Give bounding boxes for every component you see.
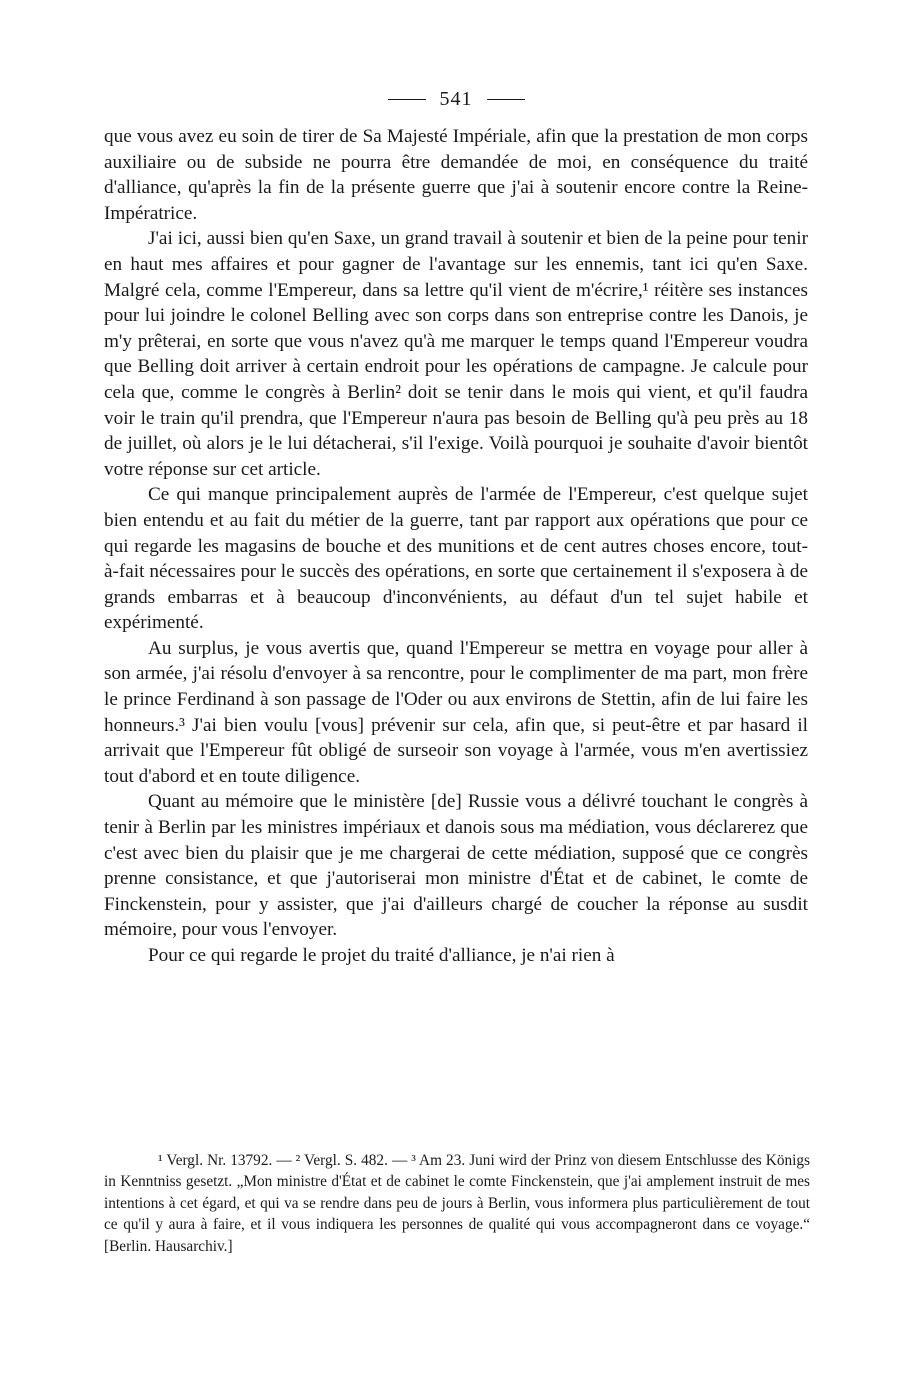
paragraph-2: J'ai ici, aussi bien qu'en Saxe, un grand travail à soutenir et bien de la peine pour tenir en haut mes affaires et pour gagner de l'avantage sur les ennemis, tant ici qu'en Saxe. Malgré cela, comme l'Empereur, dans sa lettre qu'il vient de m'écrire,¹ réitère ses instances pour lui joindre le colonel Belling avec son corps dans son entreprise contre les Danois, je m'y prêterai, en sorte que vous n'avez qu'à me marquer le temps quand l'Empereur voudra que Belling doit arriver à certain endroit pour les opérations de campagne. Je calcule pour cela que, comme le congrès à Berlin² doit se tenir dans le mois qui vient, et qu'il faudra voir le train qu'il prendra, que l'Empereur n'aura pas besoin de Belling qu'à peu près au 18 de juillet, où alors je le lui détacherai, s'il l'exige. Voilà pourquoi je souhaite d'avoir bientôt votre réponse sur cet article. <box>104 228 808 480</box>
footnotes <box>104 1150 810 1257</box>
header-rule-right <box>487 99 525 100</box>
paragraph-6: Pour ce qui regarde le projet du traité d'alliance, je n'ai rien à <box>148 945 615 966</box>
paragraph-3: Ce qui manque principalement auprès de l'armée de l'Empereur, c'est quelque sujet bien entendu et au fait du métier de la guerre, tant par rapport aux opérations que pour ce qui regarde les magasins de bouche et des munitions et de cent autres choses encore, tout-à-fait nécessaires pour le succès des opérations, en sorte que certainement il s'exposera à de grands embarras et à beaucoup d'inconvénients, au défaut d'un tel sujet habile et expérimenté. <box>104 484 808 634</box>
body-text <box>104 124 808 969</box>
paragraph-1: que vous avez eu soin de tirer de Sa Majesté Impériale, afin que la prestation de mon corps auxiliaire ou de subside ne pourra être demandée de moi, en conséquence du traité d'alliance, qu'après la fin de la présente guerre que j'ai à soutenir encore contre la Reine-Impératrice. <box>104 126 808 224</box>
header-rule-left <box>388 99 426 100</box>
paragraph-4: Au surplus, je vous avertis que, quand l'Empereur se mettra en voyage pour aller à son armée, j'ai résolu d'envoyer à sa rencontre, pour le complimenter de ma part, mon frère le prince Ferdinand à son passage de l'Oder ou aux environs de Stettin, afin de lui faire les honneurs.³ J'ai bien voulu [vous] prévenir sur cela, afin que, si peut-être et par hasard il arrivait que l'Empereur fût obligé de surseoir son voyage à l'armée, vous m'en avertissiez tout d'abord et en toute diligence. <box>104 637 808 787</box>
page-header <box>104 82 808 116</box>
footnote-text: ¹ Vergl. Nr. 13792. — ² Vergl. S. 482. — ³ Am 23. Juni wird der Prinz von diesem Entschlusse des Königs in Kenntniss gesetzt. „Mon ministre d'État et de cabinet le comte Finckenstein, que j'ai amplement instruit de mes intentions à cet égard, et qui va se rendre dans peu de jours à Berlin, vous informera plus particulièrement de tout ce qu'il y aura à faire, et il vous indiquera les personnes de qualité qui vous accompagneront dans ce voyage.“ [Berlin. Hausarchiv.] <box>104 1152 810 1255</box>
page <box>104 82 808 969</box>
page-number: 541 <box>439 87 473 110</box>
paragraph-5: Quant au mémoire que le ministère [de] Russie vous a délivré touchant le congrès à tenir à Berlin par les ministres impériaux et danois sous ma médiation, vous déclarerez que c'est avec bien du plaisir que je me chargerai de cette médiation, supposé que ce congrès prenne consistance, et que j'autoriserai mon ministre d'État et de cabinet, le comte de Finckenstein, pour y assister, que j'ai d'ailleurs chargé de coucher la réponse au susdit mémoire, pour vous l'envoyer. <box>104 791 808 941</box>
